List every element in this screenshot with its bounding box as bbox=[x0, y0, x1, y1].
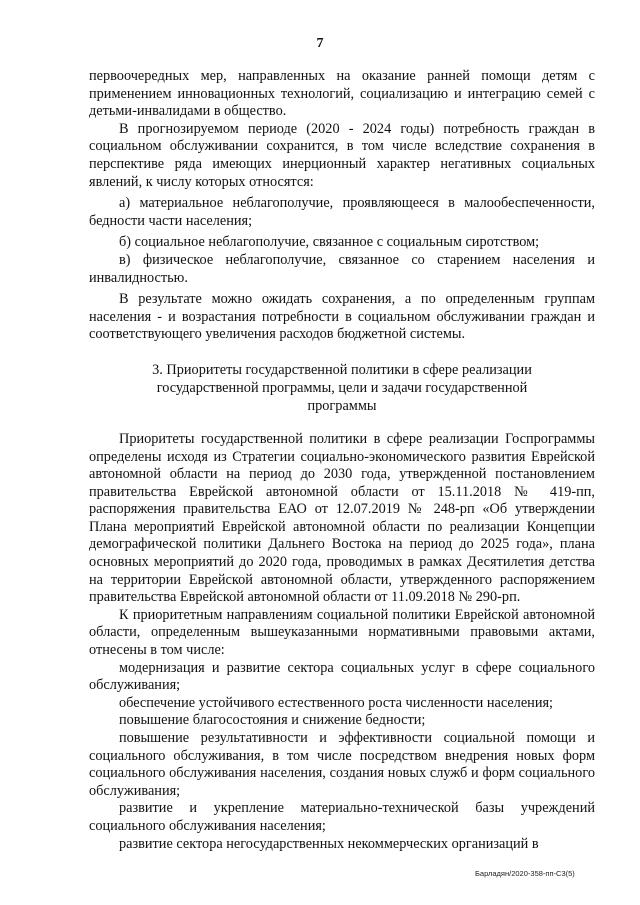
section-heading: 3. Приоритеты государственной политики в сфере реализации государственной программы, цели и задачи государственной программы bbox=[152, 361, 532, 414]
list-item: б) социальное неблагополучие, связанное с социальным сиротством; bbox=[119, 234, 540, 251]
paragraph: В результате можно ожидать сохранения, а по определенным группам населения - и возрастания потребности в социальном обслуживании граждан и соответствующего увеличения расходов бюджетной системы. bbox=[89, 291, 595, 343]
list-item: модернизация и развитие сектора социальных услуг в сфере социального обслуживания; bbox=[89, 659, 595, 694]
list-item: развитие сектора негосударственных некоммерческих организаций в bbox=[119, 835, 539, 852]
paragraph: В прогнозируемом периоде (2020 - 2024 годы) потребность граждан в социальном обслуживании сохранится, в том числе вследствие сохранения в перспективе ряда имеющих инерционный характер негативных социальных явлений, к числу которых относятся: bbox=[89, 120, 595, 190]
page-number: 7 bbox=[316, 36, 324, 51]
paragraph: Приоритеты государственной политики в сфере реализации Госпрограммы определены исходя из Стратегии социально-экономического развития Еврейской автономной области на период до 2030 года, утвержденной постановлением правительства Еврейской автономной области от 15.11.2018 № 419-пп, распоряжения правительства ЕАО от 12.07.2019 № 248-рп «Об утверждении Плана мероприятий Еврейской автономной области по реализации Концепции демографической политики Дальнего Востока на период до 2025 года», плана основных мероприятий до 2020 года, проводимых в рамках Десятилетия детства на территории Еврейской автономной области, утвержденного распоряжением правительства Еврейской автономной области от 11.09.2018 № 290-рп. bbox=[89, 430, 595, 606]
list-item: обеспечение устойчивого естественного роста численности населения; bbox=[119, 694, 554, 711]
list-item: повышение благосостояния и снижение бедности; bbox=[119, 712, 426, 729]
document-code: Барладян/2020-358-пп-С3(5) bbox=[475, 869, 575, 878]
list-item: повышение результативности и эффективности социальной помощи и социального обслуживания, в том числе посредством внедрения новых форм социального обслуживания населения, создания новых служб и форм социального обслуживания; bbox=[89, 730, 595, 799]
paragraph: первоочередных мер, направленных на оказание ранней помощи детям с применением инновационных технологий, социализацию и интеграцию семей с детьми-инвалидами в общество. bbox=[89, 68, 595, 120]
page-content bbox=[89, 68, 595, 853]
list-item: развитие и укрепление материально-технической базы учреждений социального обслуживания населения; bbox=[89, 800, 595, 834]
paragraph: К приоритетным направлениям социальной политики Еврейской автономной области, определенным вышеуказанными нормативными правовыми актами, отнесены в том числе: bbox=[89, 606, 595, 659]
list-item: в) физическое неблагополучие, связанное со старением населения и инвалидностью. bbox=[89, 251, 595, 286]
list-item: а) материальное неблагополучие, проявляющееся в малообеспеченности, бедности части населения; bbox=[89, 195, 595, 229]
